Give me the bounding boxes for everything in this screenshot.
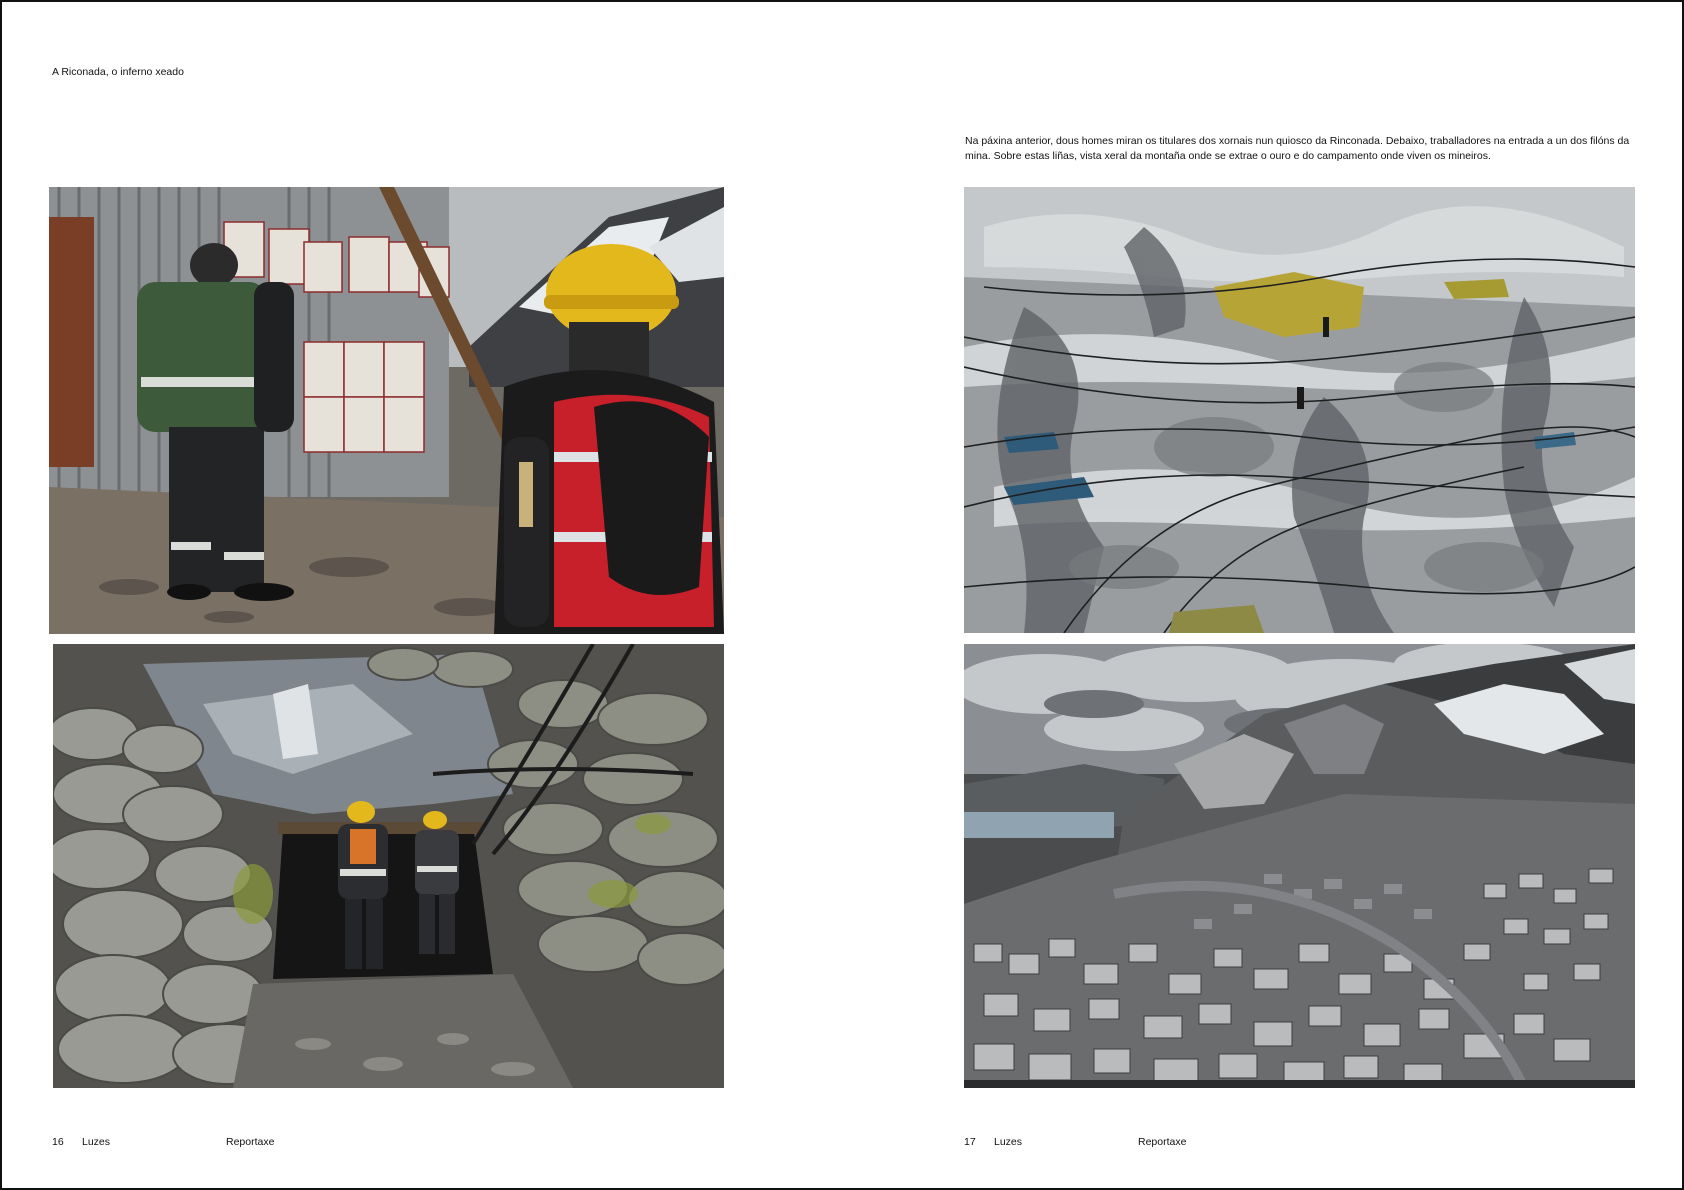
magazine-name: Luzes [994,1136,1023,1148]
photo-mine-tunnel-entrance [53,644,724,1088]
photo-caption: Na páxina anterior, dous homes miran os titulares dos xornais nun quiosco da Rinconada. Debaixo, traballadores na entrada a un dos filóns da mina. Sobre estas liñas, vista xeral da montaña onde se extrae o ouro e do campamento onde viven os mineiros. [965,135,1630,162]
running-title: A Riconada, o inferno xeado [52,66,184,78]
page-number: 17 [964,1136,976,1148]
photo-glacier-mine-slope [964,187,1635,633]
section-name: Reportaxe [226,1136,275,1148]
magazine-name: Luzes [82,1136,111,1148]
page-number: 16 [52,1136,64,1148]
photo-mining-camp-view [964,644,1635,1088]
photo-newspaper-kiosk [49,187,724,634]
section-name: Reportaxe [1138,1136,1187,1148]
